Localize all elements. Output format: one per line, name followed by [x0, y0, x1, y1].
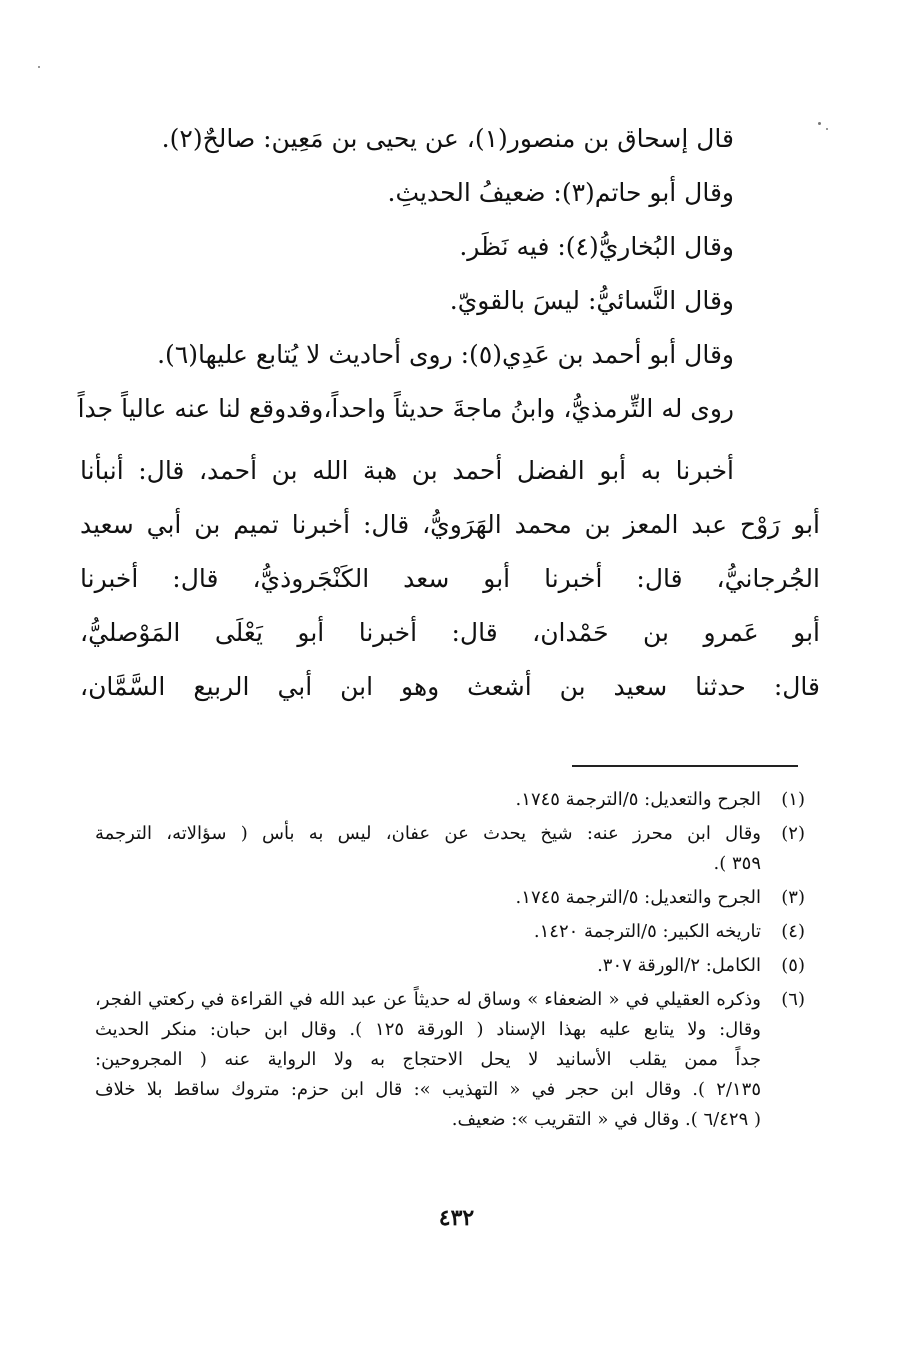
footnote — [95, 917, 805, 947]
footnote-line: ٢/١٣٥ ). وقال ابن حجر في « التهذيب »: قال ابن حزم: متروك ساقط بلا خلاف — [95, 1079, 761, 1100]
scan-speck — [826, 128, 828, 130]
footnote-text — [95, 951, 761, 981]
footnote-text — [95, 819, 761, 879]
text-line: أبو عَمرو بن حَمْدان، قال: أخبرنا أبو يَعْلَى المَوْصليُّ، — [80, 618, 820, 647]
text-line: وقال أبو حاتم(٣): ضعيفُ الحديثِ. — [387, 178, 734, 207]
footnote-line: وذكره العقيلي في « الضعفاء » وساق له حديثاً عن عبد الله في القراءة في ركعتي الفجر، — [95, 989, 761, 1010]
footnote-number: (٢) — [781, 823, 805, 844]
footnote — [95, 785, 805, 815]
footnote-number: (١) — [781, 789, 805, 810]
footnote-number: (٣) — [781, 887, 805, 908]
main-text — [77, 112, 820, 714]
footnote-line: تاريخه الكبير: ٥/الترجمة ١٤٢٠. — [533, 921, 761, 942]
footnote-text — [95, 785, 761, 815]
footnote-separator — [572, 765, 798, 767]
footnote-line: وقال ابن محرز عنه: شيخ يحدث عن عفان، ليس به بأس ( سؤالاته، الترجمة — [95, 823, 761, 844]
footnote-line: الجرح والتعديل: ٥/الترجمة ١٧٤٥. — [515, 887, 761, 908]
text-line: وقال أبو أحمد بن عَدِي(٥): روى أحاديث لا يُتابع عليها(٦). — [157, 340, 734, 369]
footnote-line: وقال: ولا يتابع عليه بهذا الإسناد ( الورقة ١٢٥ ). وقال ابن حبان: منكر الحديث — [95, 1019, 761, 1040]
footnote-text — [95, 985, 761, 1135]
scan-speck — [38, 66, 40, 68]
text-line: أخبرنا به أبو الفضل أحمد بن هبة الله بن أحمد، قال: أنبأنا — [80, 456, 734, 485]
text-line: أبو رَوْح عبد المعز بن محمد الهَرَويُّ، قال: أخبرنا تميم بن أبي سعيد — [80, 510, 820, 539]
footnote-number: (٥) — [781, 955, 805, 976]
footnote-line: ٣٥٩ ). — [713, 853, 761, 874]
footnote — [95, 985, 805, 1135]
text-line: قال إسحاق بن منصور(١)، عن يحيى بن مَعِين: صالحٌ(٢). — [161, 124, 734, 153]
footnote-text — [95, 917, 761, 947]
footnote — [95, 883, 805, 913]
text-line: وقال النَّسائيُّ: ليسَ بالقويّ. — [449, 286, 734, 315]
text-line: الجُرجانيُّ، قال: أخبرنا أبو سعد الكَنْجَروذيُّ، قال: أخبرنا — [80, 564, 820, 593]
text-line: قال: حدثنا سعيد بن أشعث وهو ابن أبي الربيع السَّمَّان، — [80, 672, 820, 701]
footnote-number: (٤) — [781, 921, 805, 942]
page-number: ٤٣٢ — [438, 1205, 475, 1231]
footnote-line: جداً ممن يقلب الأسانيد لا يحل الاحتجاج به ولا الرواية عنه ( المجروحين: — [95, 1049, 761, 1070]
footnote — [95, 819, 805, 879]
footnote-line: الجرح والتعديل: ٥/الترجمة ١٧٤٥. — [515, 789, 761, 810]
footnote-line: ( ٦/٤٢٩ ). وقال في « التقريب »: ضعيف. — [451, 1109, 761, 1130]
footnote — [95, 951, 805, 981]
footnote-text — [95, 883, 761, 913]
footnote-number: (٦) — [781, 989, 805, 1010]
text-line: وقال البُخاريُّ(٤): فيه نَظَر. — [459, 232, 734, 261]
footnote-line: الكامل: ٢/الورقة ٣٠٧. — [597, 955, 761, 976]
text-line: روى له التِّرمذيُّ، وابنُ ماجةَ حديثاً واحداً،وقدوقع لنا عنه عالياً جداً — [77, 394, 734, 423]
footnotes — [95, 785, 805, 1139]
